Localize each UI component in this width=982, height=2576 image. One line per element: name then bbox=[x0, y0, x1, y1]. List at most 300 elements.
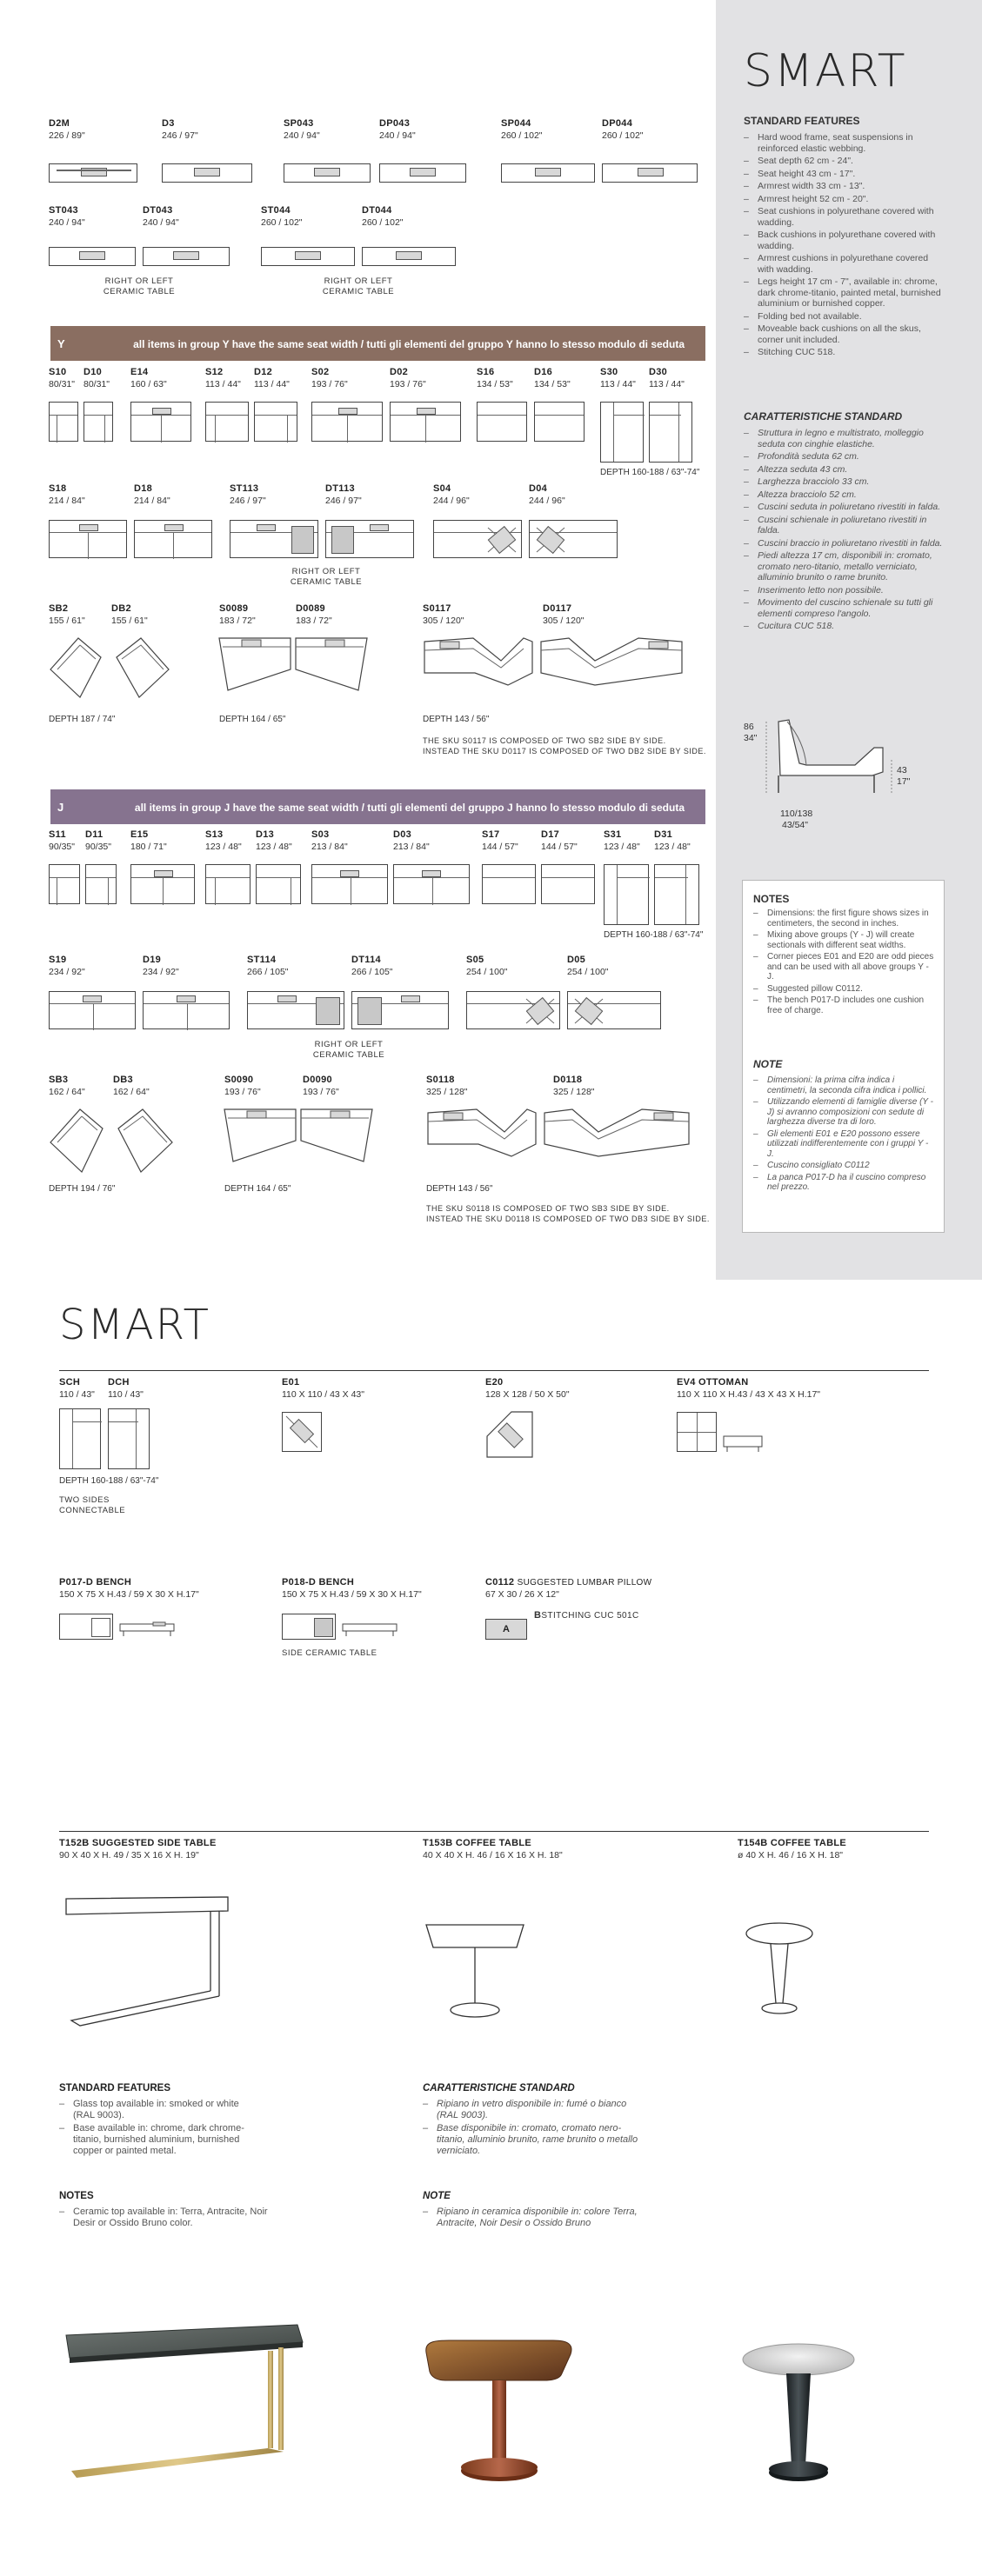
sku-dim: 150 X 75 X H.43 / 59 X 30 X H.17" bbox=[282, 1589, 422, 1600]
standard-features-list bbox=[59, 2099, 259, 2159]
sku-code: S02 bbox=[311, 367, 330, 377]
sku-code: S0090 bbox=[224, 1075, 254, 1085]
notes-list bbox=[59, 2207, 268, 2231]
module-drawing bbox=[311, 864, 388, 904]
caratteristiche-list bbox=[744, 428, 944, 634]
corner-drawing bbox=[529, 520, 618, 558]
feature-item: – Legs height 17 cm - 7", available in: chrome, dark chrome-titanio, painted metal, burnished aluminium or burnished copper. bbox=[744, 276, 944, 310]
corner-drawing bbox=[433, 520, 522, 558]
sku-code: S16 bbox=[477, 367, 495, 377]
sku-code: D17 bbox=[541, 829, 560, 840]
sofa-drawing bbox=[49, 163, 137, 183]
table-code-text: T153B bbox=[423, 1838, 453, 1848]
group-y-band bbox=[50, 326, 705, 361]
sku-dim: 162 / 64" bbox=[113, 1087, 150, 1097]
sku-dim: 144 / 57" bbox=[541, 842, 578, 852]
sku-dim: 226 / 89" bbox=[49, 130, 85, 141]
sku-dim: 90/35" bbox=[49, 842, 76, 852]
sku-note: INSTEAD THE SKU D0117 IS COMPOSED OF TWO DB2 SIDE BY SIDE. bbox=[423, 747, 706, 755]
sku-dim: 90/35" bbox=[85, 842, 112, 852]
sku-dim: 246 / 97" bbox=[230, 496, 266, 506]
ottoman-drawing bbox=[677, 1412, 717, 1452]
note-it-item: – Gli elementi E01 e E20 possono essere utilizzati indifferentemente con i gruppi Y - J. bbox=[753, 1129, 936, 1160]
caratteristica-item: – Movimento del cuscino schienale su tutti gli elementi compreso l'angolo. bbox=[744, 597, 944, 619]
sku-code: DT114 bbox=[351, 955, 381, 965]
rl-note-line1: RIGHT OR LEFT bbox=[104, 276, 174, 286]
sku-note: THE SKU S0118 IS COMPOSED OF TWO SB3 SIDE BY SIDE. bbox=[426, 1204, 670, 1213]
sku-code: S13 bbox=[205, 829, 224, 840]
depth-label: DEPTH 187 / 74" bbox=[49, 715, 116, 724]
sku-code: D04 bbox=[529, 483, 548, 494]
stitching-text: STITCHING CUC 501C bbox=[541, 1611, 639, 1621]
table-code bbox=[738, 1838, 846, 1848]
sku-dim: 240 / 94" bbox=[284, 130, 320, 141]
sofa-drawing bbox=[49, 247, 136, 266]
caratteristica-item: – Base disponibile in: cromato, cromato nero-titanio, alluminio brunito, rame brunito o metallo verniciato. bbox=[423, 2123, 640, 2157]
sofa-drawing bbox=[602, 163, 698, 183]
sku-dim: 183 / 72" bbox=[219, 616, 256, 626]
sku-dim: 305 / 120" bbox=[543, 616, 585, 626]
note-list bbox=[423, 2207, 640, 2231]
sku-code: D19 bbox=[143, 955, 162, 965]
sku-code: DB3 bbox=[113, 1075, 133, 1085]
sku-dim: 260 / 102" bbox=[602, 130, 644, 141]
caratteristica-item: – Profondità seduta 62 cm. bbox=[744, 451, 944, 463]
bench-side-drawing bbox=[118, 1622, 179, 1640]
depth-label: DEPTH 160-188 / 63"-74" bbox=[604, 930, 704, 940]
note-it-item: – Dimensioni: la prima cifra indica i centimetri, la seconda cifra indica i pollici. bbox=[753, 1075, 936, 1095]
module-drawing bbox=[49, 864, 80, 904]
module-drawing bbox=[134, 520, 212, 558]
note-title: NOTE bbox=[423, 2191, 451, 2201]
sku-dim: 246 / 97" bbox=[325, 496, 362, 506]
sku-dim: 180 / 71" bbox=[130, 842, 167, 852]
module-drawing bbox=[85, 864, 117, 904]
sku-code: S19 bbox=[49, 955, 67, 965]
note-it-list bbox=[753, 1075, 936, 1195]
sku-dim: 240 / 94" bbox=[379, 130, 416, 141]
module-drawing bbox=[130, 402, 191, 442]
table-code-text: T154B bbox=[738, 1838, 768, 1848]
rl-note-line1: RIGHT OR LEFT bbox=[291, 567, 361, 576]
caratteristica-item: – Cuscini braccio in poliuretano rivestiti in falda. bbox=[744, 538, 944, 549]
sku-code: D31 bbox=[654, 829, 673, 840]
group-letter: J bbox=[57, 801, 64, 814]
sku-code: ST114 bbox=[247, 955, 277, 965]
sku-dim: 244 / 96" bbox=[433, 496, 470, 506]
sofa-drawing bbox=[501, 163, 595, 183]
caratteristiche-list bbox=[423, 2099, 640, 2159]
notes-list bbox=[753, 909, 936, 1017]
sku-dim: 266 / 105" bbox=[351, 967, 393, 977]
curved-units-drawing bbox=[216, 635, 372, 699]
sku-dim: 110 / 43" bbox=[108, 1389, 144, 1400]
sku-dim: 234 / 92" bbox=[143, 967, 179, 977]
round-coffee-table-photo bbox=[729, 2339, 868, 2504]
pillow-code-text: C0112 bbox=[485, 1577, 515, 1588]
note-it-item: – La panca P017-D ha il cuscino compreso nel prezzo. bbox=[753, 1173, 936, 1193]
sku-code: D2M bbox=[49, 118, 70, 129]
table-code bbox=[423, 1838, 531, 1848]
module-drawing bbox=[254, 402, 297, 442]
pillow-letter-b: B bbox=[534, 1610, 542, 1621]
caratteristiche-title: CARATTERISTICHE STANDARD bbox=[423, 2083, 575, 2093]
module-drawing bbox=[205, 402, 249, 442]
sofa-drawing bbox=[143, 247, 230, 266]
module-drawing bbox=[351, 991, 449, 1029]
feature-item: – Hard wood frame, seat suspensions in reinforced elastic webbing. bbox=[744, 132, 944, 154]
brand-title: SMART bbox=[744, 45, 907, 97]
sku-dim: 128 X 128 / 50 X 50" bbox=[485, 1389, 570, 1400]
module-drawing bbox=[311, 402, 383, 442]
rl-note-line1: RIGHT OR LEFT bbox=[314, 1040, 384, 1049]
sku-code: D13 bbox=[256, 829, 275, 840]
group-j-band bbox=[50, 789, 705, 824]
table-dim: ø 40 X H. 46 / 16 X H. 18" bbox=[738, 1850, 844, 1860]
sku-dim: 214 / 84" bbox=[134, 496, 170, 506]
sku-code: D10 bbox=[84, 367, 103, 377]
module-drawing bbox=[477, 402, 527, 442]
caratteristica-item: – Piedi altezza 17 cm, disponibili in: cromato, cromato nero-titanio, metallo verniciato, alluminio brunito o rame brunito. bbox=[744, 550, 944, 583]
pillow-letter-a: A bbox=[503, 1624, 510, 1634]
group-description: all items in group J have the same seat width / tutti gli elementi del gruppo J hanno lo stesso modulo di seduta bbox=[134, 802, 685, 814]
feature-item: – Armrest cushions in polyurethane covered with wadding. bbox=[744, 253, 944, 275]
corner-unit-drawing bbox=[282, 1412, 322, 1452]
feature-item: – Seat height 43 cm - 17". bbox=[744, 169, 944, 180]
rl-note bbox=[87, 276, 191, 297]
depth-label: DEPTH 164 / 65" bbox=[224, 1184, 291, 1194]
sku-dim: 123 / 48" bbox=[604, 842, 640, 852]
sku-code: DP044 bbox=[602, 118, 633, 129]
sku-dim: 67 X 30 / 26 X 12" bbox=[485, 1589, 559, 1600]
sku-dim: 134 / 53" bbox=[477, 379, 513, 389]
module-drawing bbox=[49, 402, 78, 442]
sku-code: S04 bbox=[433, 483, 451, 494]
sku-code: D0089 bbox=[296, 603, 325, 614]
sku-code: DT113 bbox=[325, 483, 355, 494]
sectional-drawing bbox=[424, 1104, 703, 1174]
depth-label: DEPTH 143 / 56" bbox=[423, 715, 490, 724]
sku-dim: 254 / 100" bbox=[567, 967, 609, 977]
sku-code: S30 bbox=[600, 367, 618, 377]
sku-note: THE SKU S0117 IS COMPOSED OF TWO SB2 SIDE BY SIDE. bbox=[423, 736, 666, 745]
caratteristica-item: – Altezza bracciolo 52 cm. bbox=[744, 489, 944, 501]
sku-code: D30 bbox=[649, 367, 668, 377]
profile-depth-cm: 110/138 bbox=[780, 809, 813, 819]
caratteristica-item: – Inserimento letto non possibile. bbox=[744, 585, 944, 596]
two-sides-note bbox=[59, 1495, 125, 1516]
pillow-label: SUGGESTED LUMBAR PILLOW bbox=[517, 1578, 652, 1588]
rl-note-line1: RIGHT OR LEFT bbox=[324, 276, 393, 286]
table-code bbox=[59, 1838, 217, 1848]
feature-item: – Base available in: chrome, dark chrome-titanio, burnished aluminium, burnished copper or painted metal. bbox=[59, 2123, 259, 2157]
sku-dim: 123 / 48" bbox=[256, 842, 292, 852]
table-label: COFFEE TABLE bbox=[455, 1838, 532, 1848]
sku-code: S12 bbox=[205, 367, 224, 377]
chaise-drawing bbox=[654, 864, 699, 925]
bench-side-drawing bbox=[341, 1622, 402, 1640]
two-sides-line1: TWO SIDES bbox=[59, 1495, 110, 1505]
sku-code: SB2 bbox=[49, 603, 69, 614]
caratteristica-item: – Altezza seduta 43 cm. bbox=[744, 464, 944, 476]
bench-drawing bbox=[282, 1614, 336, 1640]
depth-label: DEPTH 160-188 / 63"-74" bbox=[600, 468, 700, 477]
sofa-drawing bbox=[162, 163, 252, 183]
note-it-title: NOTE bbox=[753, 1058, 783, 1070]
sku-dim: 162 / 64" bbox=[49, 1087, 85, 1097]
module-drawing bbox=[143, 991, 230, 1029]
profile-height-cm: 86 bbox=[744, 722, 754, 732]
sectional-drawing bbox=[421, 633, 699, 702]
sku-code: DP043 bbox=[379, 118, 411, 129]
sku-dim: 325 / 128" bbox=[553, 1087, 595, 1097]
sku-code: SCH bbox=[59, 1377, 81, 1388]
sku-dim: 155 / 61" bbox=[111, 616, 148, 626]
note-item: – Dimensions: the first figure shows sizes in centimeters, the second in inches. bbox=[753, 909, 936, 929]
sku-dim: 260 / 102" bbox=[501, 130, 543, 141]
feature-item: – Seat depth 62 cm - 24". bbox=[744, 156, 944, 167]
sku-code: D03 bbox=[393, 829, 412, 840]
sku-dim: 213 / 84" bbox=[393, 842, 430, 852]
sku-dim: 150 X 75 X H.43 / 59 X 30 X H.17" bbox=[59, 1589, 199, 1600]
sku-dim: 213 / 84" bbox=[311, 842, 348, 852]
note-item: – Corner pieces E01 and E20 are odd pieces and can be used with all above groups Y - J. bbox=[753, 952, 936, 982]
sku-code: D3 bbox=[162, 118, 175, 129]
sku-dim: 260 / 102" bbox=[261, 217, 303, 228]
sku-dim: 325 / 128" bbox=[426, 1087, 468, 1097]
sku-dim: 134 / 53" bbox=[534, 379, 571, 389]
angled-units-drawing bbox=[45, 631, 176, 709]
sku-code: D05 bbox=[567, 955, 586, 965]
angled-units-drawing bbox=[45, 1102, 176, 1181]
group-letter: Y bbox=[57, 337, 65, 350]
bench-drawing bbox=[59, 1614, 113, 1640]
side-table-photo bbox=[54, 2313, 315, 2486]
pillow-code bbox=[485, 1577, 651, 1588]
side-ceramic-note: SIDE CERAMIC TABLE bbox=[282, 1648, 377, 1658]
table-code-text: T152B bbox=[59, 1838, 90, 1848]
chaise-drawing bbox=[59, 1408, 101, 1469]
sku-code: S0089 bbox=[219, 603, 249, 614]
sku-code: E20 bbox=[485, 1377, 504, 1388]
sku-code: S0117 bbox=[423, 603, 451, 614]
feature-item: – Moveable back cushions on all the skus, corner unit included. bbox=[744, 323, 944, 345]
feature-item: – Glass top available in: smoked or white (RAL 9003). bbox=[59, 2099, 259, 2121]
sku-code: S0118 bbox=[426, 1075, 455, 1085]
corner-drawing bbox=[567, 991, 661, 1029]
note-it-item: – Cuscino consigliato C0112 bbox=[753, 1161, 936, 1171]
sku-code: D0118 bbox=[553, 1075, 583, 1085]
sku-code: ST113 bbox=[230, 483, 259, 494]
sku-dim: 110 X 110 X H.43 / 43 X 43 X H.17" bbox=[677, 1389, 821, 1400]
sku-code: D18 bbox=[134, 483, 153, 494]
rl-note bbox=[278, 567, 374, 588]
sku-dim: 110 / 43" bbox=[59, 1389, 95, 1400]
ottoman-side-drawing bbox=[722, 1434, 765, 1455]
note-it-item: – Utilizzando elementi di famiglie diverse (Y - J) si avranno composizioni con sedute di larghezza diverse tra di loro. bbox=[753, 1097, 936, 1128]
sku-code: EV4 OTTOMAN bbox=[677, 1377, 749, 1388]
note-item: – Ceramic top available in: Terra, Antracite, Noir Desir or Ossido Bruno color. bbox=[59, 2207, 268, 2229]
sku-dim: 80/31" bbox=[49, 379, 76, 389]
module-drawing bbox=[256, 864, 301, 904]
sku-code: P018-D BENCH bbox=[282, 1577, 355, 1588]
note-item: – Mixing above groups (Y - J) will create sectionals with different seat widths. bbox=[753, 930, 936, 950]
divider bbox=[59, 1370, 929, 1371]
sku-code: SP043 bbox=[284, 118, 314, 129]
sku-dim: 246 / 97" bbox=[162, 130, 198, 141]
sku-dim: 110 X 110 / 43 X 43" bbox=[282, 1389, 364, 1400]
sku-dim: 254 / 100" bbox=[466, 967, 508, 977]
depth-label: DEPTH 143 / 56" bbox=[426, 1184, 493, 1194]
sku-code: D02 bbox=[390, 367, 409, 377]
sku-dim: 234 / 92" bbox=[49, 967, 85, 977]
divider bbox=[59, 1831, 929, 1832]
table-dim: 40 X 40 X H. 46 / 16 X 16 X H. 18" bbox=[423, 1850, 563, 1860]
chaise-drawing bbox=[604, 864, 649, 925]
sku-dim: 266 / 105" bbox=[247, 967, 289, 977]
sku-code: DCH bbox=[108, 1377, 130, 1388]
sku-dim: 244 / 96" bbox=[529, 496, 565, 506]
sku-dim: 240 / 94" bbox=[143, 217, 179, 228]
chaise-drawing bbox=[108, 1408, 150, 1469]
module-drawing bbox=[84, 402, 113, 442]
sku-code: E15 bbox=[130, 829, 149, 840]
depth-label: DEPTH 194 / 76" bbox=[49, 1184, 116, 1194]
sofa-drawing bbox=[362, 247, 456, 266]
caratteristica-item: – Struttura in legno e multistrato, molleggio seduta con cinghie elastiche. bbox=[744, 428, 944, 449]
coffee-table-square-drawing bbox=[421, 1920, 534, 2022]
sofa-profile-drawing bbox=[744, 713, 918, 809]
sku-code: S17 bbox=[482, 829, 500, 840]
note-item: – Ripiano in ceramica disponibile in: colore Terra, Antracite, Noir Desir o Ossido Bruno bbox=[423, 2207, 640, 2229]
profile-seat-cm: 43 bbox=[897, 765, 907, 775]
sku-note: INSTEAD THE SKU D0118 IS COMPOSED OF TWO DB3 SIDE BY SIDE. bbox=[426, 1215, 710, 1223]
module-drawing bbox=[482, 864, 536, 904]
standard-features-list bbox=[744, 132, 944, 360]
rl-note-line2: CERAMIC TABLE bbox=[103, 287, 176, 296]
table-dim: 90 X 40 X H. 49 / 35 X 16 X H. 19" bbox=[59, 1850, 199, 1860]
sku-dim: 240 / 94" bbox=[49, 217, 85, 228]
page2-title: SMART bbox=[59, 1301, 210, 1349]
rl-note bbox=[306, 276, 411, 297]
note-item: – Suggested pillow C0112. bbox=[753, 984, 936, 995]
sofa-drawing bbox=[284, 163, 371, 183]
sku-dim: 113 / 44" bbox=[205, 379, 241, 389]
sku-dim: 123 / 48" bbox=[654, 842, 691, 852]
sku-dim: 193 / 76" bbox=[224, 1087, 261, 1097]
sku-code: E14 bbox=[130, 367, 149, 377]
sku-code: D0090 bbox=[303, 1075, 332, 1085]
sku-code: D11 bbox=[85, 829, 104, 840]
caratteristica-item: – Larghezza bracciolo 33 cm. bbox=[744, 476, 944, 488]
caratteristiche-title: CARATTERISTICHE STANDARD bbox=[744, 410, 903, 423]
sku-code: S18 bbox=[49, 483, 67, 494]
sku-code: DT044 bbox=[362, 205, 392, 216]
module-drawing bbox=[541, 864, 595, 904]
sku-code: S10 bbox=[49, 367, 67, 377]
feature-item: – Armrest height 52 cm - 20". bbox=[744, 194, 944, 205]
table-label: COFFEE TABLE bbox=[770, 1838, 847, 1848]
sku-dim: 113 / 44" bbox=[254, 379, 290, 389]
sku-code: D16 bbox=[534, 367, 553, 377]
sku-dim: 305 / 120" bbox=[423, 616, 464, 626]
sku-dim: 183 / 72" bbox=[296, 616, 332, 626]
notes-title: NOTES bbox=[753, 893, 790, 905]
sku-code: SB3 bbox=[49, 1075, 69, 1085]
profile-height-in: 34" bbox=[744, 733, 758, 743]
caratteristica-item: – Ripiano in vetro disponibile in: fumé o bianco (RAL 9003). bbox=[423, 2099, 640, 2121]
feature-item: – Stitching CUC 518. bbox=[744, 347, 944, 358]
feature-item: – Armrest width 33 cm - 13". bbox=[744, 181, 944, 192]
rl-note bbox=[301, 1040, 397, 1061]
stitching-note bbox=[534, 1610, 639, 1621]
profile-depth-in: 43/54" bbox=[782, 820, 809, 830]
sku-dim: 144 / 57" bbox=[482, 842, 518, 852]
module-drawing bbox=[534, 402, 585, 442]
rl-note-line2: CERAMIC TABLE bbox=[312, 1050, 385, 1060]
sku-code: S31 bbox=[604, 829, 622, 840]
depth-label: DEPTH 160-188 / 63"-74" bbox=[59, 1476, 159, 1486]
feature-item: – Back cushions in polyurethane covered with wadding. bbox=[744, 230, 944, 251]
pillow-drawing bbox=[485, 1619, 527, 1640]
note-item: – The bench P017-D includes one cushion free of charge. bbox=[753, 995, 936, 1015]
sku-code: ST044 bbox=[261, 205, 291, 216]
module-drawing bbox=[205, 864, 251, 904]
sku-code: S03 bbox=[311, 829, 330, 840]
sku-dim: 260 / 102" bbox=[362, 217, 404, 228]
profile-seat-in: 17" bbox=[897, 776, 911, 787]
sku-dim: 193 / 76" bbox=[311, 379, 348, 389]
notes-box bbox=[742, 880, 945, 1233]
caratteristica-item: – Cuscini seduta in poliuretano rivestiti in falda. bbox=[744, 502, 944, 513]
corner-drawing bbox=[466, 991, 560, 1029]
sku-dim: 155 / 61" bbox=[49, 616, 85, 626]
module-drawing bbox=[390, 402, 461, 442]
sku-code: E01 bbox=[282, 1377, 300, 1388]
standard-features-title: STANDARD FEATURES bbox=[744, 115, 860, 127]
caratteristica-item: – Cucitura CUC 518. bbox=[744, 621, 944, 632]
sku-code: SP044 bbox=[501, 118, 531, 129]
module-drawing bbox=[247, 991, 344, 1029]
standard-features-title: STANDARD FEATURES bbox=[59, 2083, 170, 2093]
module-drawing bbox=[49, 991, 136, 1029]
chaise-drawing bbox=[649, 402, 692, 463]
sku-dim: 160 / 63" bbox=[130, 379, 167, 389]
two-sides-line2: CONNECTABLE bbox=[59, 1506, 126, 1515]
rl-note-line2: CERAMIC TABLE bbox=[290, 577, 363, 587]
sku-code: ST043 bbox=[49, 205, 78, 216]
table-label: SUGGESTED SIDE TABLE bbox=[91, 1838, 217, 1848]
depth-label: DEPTH 164 / 65" bbox=[219, 715, 286, 724]
chaise-drawing bbox=[600, 402, 644, 463]
sofa-drawing bbox=[379, 163, 466, 183]
sku-code: P017-D BENCH bbox=[59, 1577, 132, 1588]
module-drawing bbox=[130, 864, 195, 904]
sku-code: S11 bbox=[49, 829, 66, 840]
module-drawing bbox=[230, 520, 318, 558]
corner-unit-drawing bbox=[485, 1410, 538, 1459]
sofa-drawing bbox=[261, 247, 355, 266]
coffee-table-round-drawing bbox=[736, 1920, 823, 2022]
module-drawing bbox=[325, 520, 414, 558]
notes-title: NOTES bbox=[59, 2191, 94, 2201]
sku-dim: 113 / 44" bbox=[649, 379, 685, 389]
feature-item: – Folding bed not available. bbox=[744, 311, 944, 323]
sku-dim: 214 / 84" bbox=[49, 496, 85, 506]
rl-note-line2: CERAMIC TABLE bbox=[322, 287, 395, 296]
module-drawing bbox=[393, 864, 470, 904]
sku-dim: 123 / 48" bbox=[205, 842, 242, 852]
